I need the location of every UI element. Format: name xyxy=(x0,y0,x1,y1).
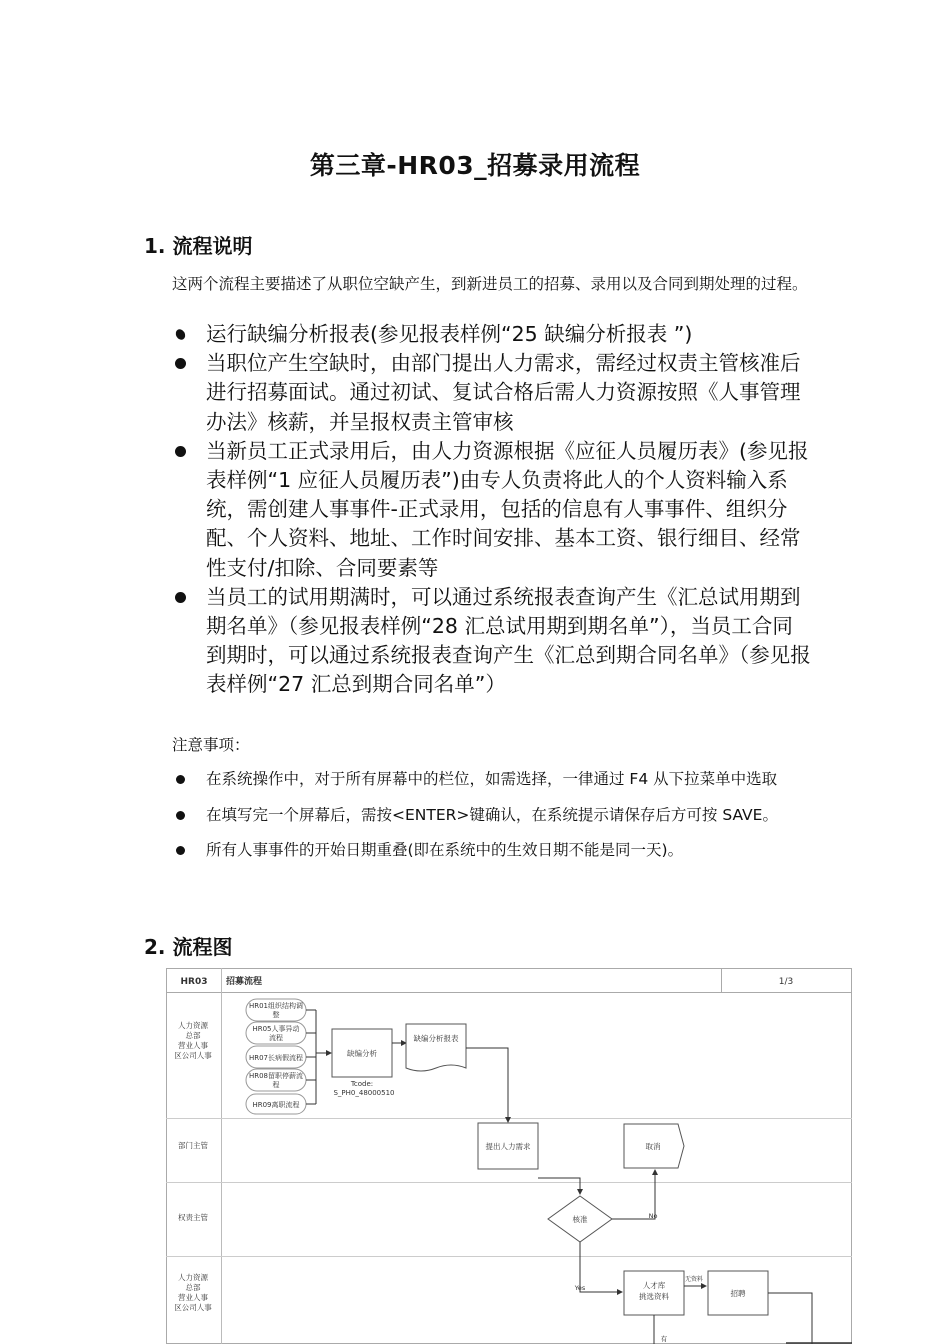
intro-paragraph: 这两个流程主要描述了从职位空缺产生，到新进员工的招募、录用以及合同到期处理的过程。 xyxy=(172,275,808,293)
bullet-icon xyxy=(175,446,186,457)
lane-department-manager: 部门主管 xyxy=(178,1141,208,1150)
list-item: 当新员工正式录用后，由人力资源根据《应征人员履历表》(参见报表样例“1 应征人员履历表”)由专人负责将此人的个人资料输入系统，需创建人事事件-正式录用，包括的信息有人事事件、组织分配、个人资料、地址、工作时间安排、基本工资、银行细目、经常性支付/扣除、合同要素等 xyxy=(172,437,812,583)
list-item: 在填写完一个屏幕后，需按<ENTER>键确认，在系统提示请保存后方可按 SAVE。 xyxy=(172,804,812,828)
svg-text:总部: 总部 xyxy=(185,1031,201,1040)
svg-text:挑选资料: 挑选资料 xyxy=(639,1292,669,1301)
no-data-label: 无资料 xyxy=(684,1276,704,1283)
svg-text:区公司人事: 区公司人事 xyxy=(174,1303,212,1312)
list-item: 当职位产生空缺时，由部门提出人力需求，需经过权责主管核准后进行招募面试。通过初试、复试合格后需人力资源按照《人事管理办法》核薪，并呈报权责主管审核 xyxy=(172,349,812,437)
tcode-label: Tcode: xyxy=(350,1080,374,1088)
shortage-report-label: 缺编分析报表 xyxy=(413,1034,459,1043)
svg-text:营业人事: 营业人事 xyxy=(178,1041,208,1050)
notes-list xyxy=(172,768,812,875)
lane-hr-top xyxy=(174,1020,212,1060)
flowchart-page: 1/3 xyxy=(778,977,794,987)
svg-text:HR09离职流程: HR09离职流程 xyxy=(252,1101,300,1109)
flowchart-name: 招募流程 xyxy=(226,977,263,987)
cancel-label: 取消 xyxy=(645,1142,661,1151)
svg-text:HR07长病假流程: HR07长病假流程 xyxy=(248,1054,304,1062)
list-item: 在系统操作中，对于所有屏幕中的栏位，如需选择，一律通过 F4 从下拉菜单中选取 xyxy=(172,768,812,792)
svg-text:人力资源: 人力资源 xyxy=(178,1021,208,1030)
list-item: 当员工的试用期满时，可以通过系统报表查询产生《汇总试用期到期名单》（参见报表样例“28 汇总试用期到期名单”），当员工合同到期时，可以通过系统报表查询产生《汇总到期合同名单》（参见报表样例“27 汇总到期合同名单”） xyxy=(172,583,812,700)
list-item: 运行缺编分析报表(参见报表样例“25 缺编分析报表 ”) xyxy=(172,320,812,349)
svg-text:HR08留职停薪流: HR08留职停薪流 xyxy=(248,1072,304,1080)
section-heading-process-description: 1. 流程说明 xyxy=(144,234,253,258)
bullet-icon xyxy=(176,775,185,784)
lane-hr-bottom xyxy=(174,1272,212,1312)
bullet-icon xyxy=(175,358,186,369)
svg-text:HR01组织结构调: HR01组织结构调 xyxy=(248,1002,304,1010)
svg-text:区公司人事: 区公司人事 xyxy=(174,1051,212,1060)
bullet-icon xyxy=(176,811,185,820)
svg-text:HR05人事异动: HR05人事异动 xyxy=(252,1025,300,1033)
flowchart xyxy=(166,968,852,1344)
shortage-report-doc xyxy=(406,1024,466,1071)
svg-text:人才库: 人才库 xyxy=(642,1281,666,1290)
svg-text:整: 整 xyxy=(272,1011,280,1019)
bullet-icon xyxy=(175,592,186,603)
svg-text:程: 程 xyxy=(272,1081,280,1089)
flowchart-canvas xyxy=(166,968,852,1344)
flowchart-code: HR03 xyxy=(180,977,208,987)
shortage-analysis-label: 缺编分析 xyxy=(347,1049,377,1058)
has-label: 有 xyxy=(660,1335,668,1343)
tcode-value: S_PH0_48000510 xyxy=(333,1089,395,1097)
lane-authorized-manager: 权责主管 xyxy=(178,1213,208,1222)
svg-text:营业人事: 营业人事 xyxy=(178,1293,208,1302)
page-title: 第三章-HR03_招募录用流程 xyxy=(309,151,641,180)
process-bullet-list xyxy=(172,320,812,700)
bullet-icon xyxy=(174,328,187,342)
yes-label: Yes xyxy=(574,1284,586,1292)
approve-label: 核准 xyxy=(572,1215,588,1224)
svg-text:流程: 流程 xyxy=(269,1034,283,1042)
list-item: 所有人事事件的开始日期重叠(即在系统中的生效日期不能是同一天)。 xyxy=(172,839,812,863)
svg-text:人力资源: 人力资源 xyxy=(178,1273,208,1282)
request-manpower-label: 提出人力需求 xyxy=(485,1142,531,1151)
section-heading-flowchart: 2. 流程图 xyxy=(144,935,233,959)
svg-text:总部: 总部 xyxy=(185,1283,201,1292)
no-label: No xyxy=(648,1212,658,1220)
recruit-label: 招聘 xyxy=(730,1289,746,1298)
bullet-icon xyxy=(176,846,185,855)
notes-title: 注意事项： xyxy=(172,736,250,754)
